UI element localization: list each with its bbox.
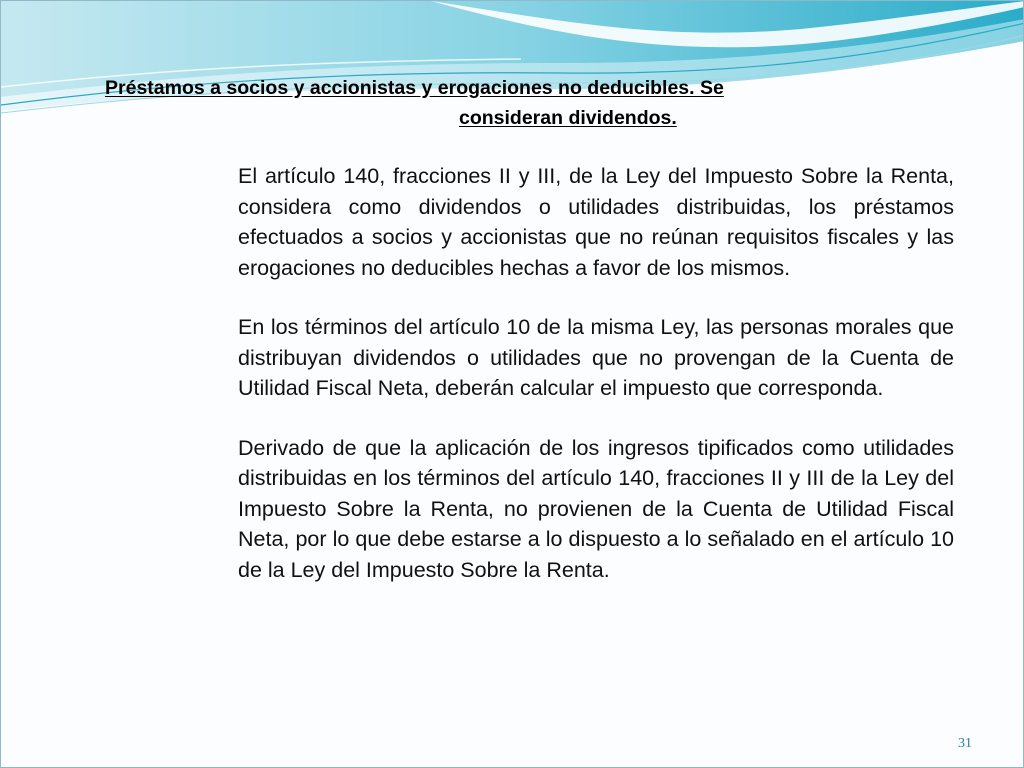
slide-title xyxy=(105,73,925,133)
paragraph-1: El artículo 140, fracciones II y III, de la Ley del Impuesto Sobre la Renta, considera como dividendos o utilidades distribuidas, los préstamos efectuados a socios y accionistas que no reúnan requisitos fiscales y las erogaciones no deducibles hechas a favor de los mismos. xyxy=(238,164,954,280)
slide-body xyxy=(238,161,954,614)
slide-title-line-1: Préstamos a socios y accionistas y erogaciones no deducibles. Se xyxy=(105,77,724,99)
page-number: 31 xyxy=(958,736,972,751)
paragraph-2: En los términos del artículo 10 de la misma Ley, las personas morales que distribuyan dividendos o utilidades que no provengan de la Cuenta de Utilidad Fiscal Neta, deberán calcular el impuesto que corresponda. xyxy=(238,315,954,400)
paragraph-3: Derivado de que la aplicación de los ingresos tipificados como utilidades distribuidas en los términos del artículo 140, fracciones II y III de la Ley del Impuesto Sobre la Renta, no provienen de la Cuenta de Utilidad Fiscal Neta, por lo que debe estarse a lo dispuesto a lo señalado en el artículo 10 de la Ley del Impuesto Sobre la Renta. xyxy=(238,435,954,582)
slide-title-line-2: consideran dividendos. xyxy=(459,107,677,129)
